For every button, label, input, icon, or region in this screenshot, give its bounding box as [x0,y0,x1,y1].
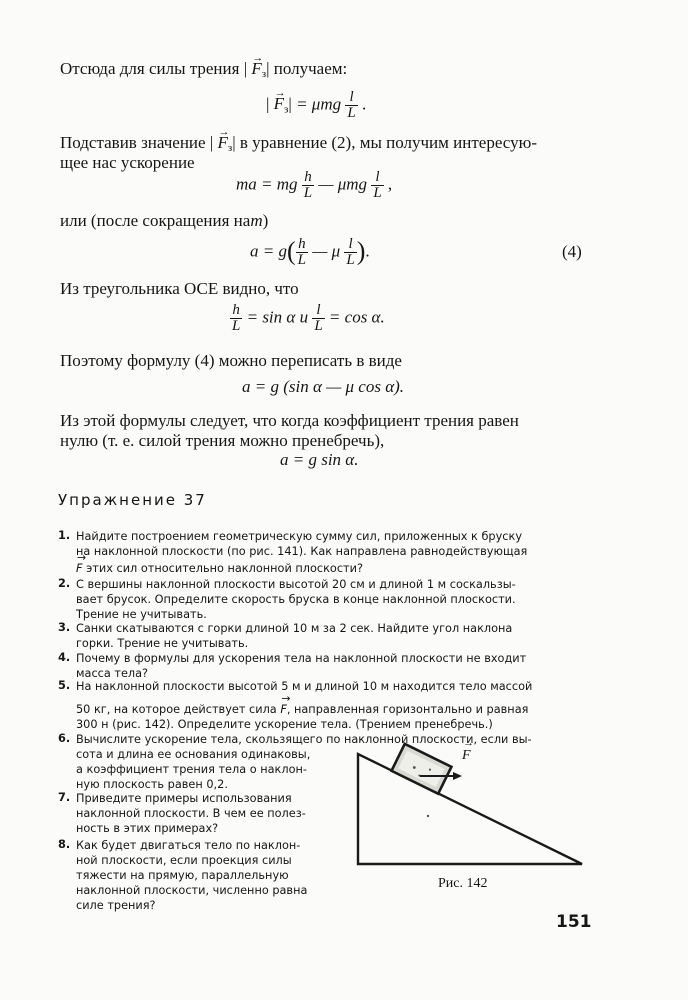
text-triangle: Из треугольника ОСЕ видно, что [60,279,299,298]
fraction-h-over-L [296,237,308,268]
exercise-title: Упражнение 37 [58,491,207,509]
exercise-8-line: Как будет двигаться тело по наклон- [76,839,301,852]
exercise-7-line: ность в этих примерах? [76,822,219,835]
fraction-l-over-L [345,90,357,121]
fraction-l-over-L [344,237,356,268]
formula-friction: | → $F_з| = \mu mg$ $\frac{l}{L}$ . [266,90,366,121]
exercise-5-text: 50 кг, на которое действует сила [76,703,277,716]
exercise-3-line: горки. Трение не учитывать. [76,637,249,650]
formula-a-sin: a = g sin α. [280,450,359,469]
force-label [462,748,471,764]
symbol-m: m [250,211,263,230]
vector-F: → F [462,748,471,764]
subscript-3: з [227,142,233,154]
exercise-1-line: Найдите построением геометрическую сумму сил, приложенных к бруску [76,530,523,543]
vector-F: → F [280,702,287,718]
exercise-8-line: силе трения? [76,899,156,912]
exercise-7-line: Приведите примеры использования [76,792,292,805]
equation-number: (4) [562,242,582,261]
exercise-6-line: а коэффициент трения тела о наклон- [76,763,307,776]
abs-F3: | → $F_з|$ [244,59,270,78]
vector-F: → F [274,93,284,115]
exercise-8-line: тяжести на прямую, параллельную [76,869,289,882]
text-we-get: получаем: [273,59,348,78]
text-acceleration: щее нас ускорение [60,153,195,172]
numerator-h: h [304,169,312,185]
vector-F: → F [218,132,228,154]
exercise-1-line [76,561,363,577]
exercise-5-text: , направленная горизонтально и равная [286,703,529,716]
minus-mu-mg: — μmg [318,174,368,194]
numerator-h: h [232,302,240,318]
exercise-5-line: На наклонной плоскости высотой 5 м и длиной 10 м находится тело массой [76,680,533,693]
formula-a-sin-cos: a = g (sin α — μ cos α). [242,377,405,396]
exercise-2-line: С вершины наклонной плоскости высотой 20 см и длиной 1 м соскальзы- [76,578,516,591]
mu-mg: = μmg [296,94,342,114]
exercise-1-line: на наклонной плоскости (по рис. 141). Как направлена равнодействующая [76,545,528,558]
exercise-7-line: наклонной плоскости. В чем ее полез- [76,807,306,820]
exercise-number: 6. [58,732,71,745]
numerator-l: l [375,169,380,185]
numerator-h: h [298,236,306,252]
exercise-number: 2. [58,577,71,590]
denominator-L: L [314,318,323,334]
exercise-1-text: этих сил относительно наклонной плоскости? [86,562,363,575]
block [392,744,452,794]
exercise-6-line: ную плоскость равен 0,2. [76,778,228,791]
denominator-L: L [232,318,241,334]
numerator-l: l [349,89,354,105]
vector-F: → F [251,58,261,80]
exercise-number: 8. [58,838,71,851]
text-substituting: Подставив значение [60,133,206,152]
exercise-4-line: Почему в формулы для ускорения тела на наклонной плоскости не входит [76,652,527,665]
formula-sin-cos [230,303,385,334]
exercise-number: 5. [58,679,71,692]
page-number: 151 [556,912,592,932]
eq-cos: = cos α. [328,307,385,327]
exercise-2-line: вает брусок. Определите скорость бруска в конце наклонной плоскости. [76,593,516,606]
force-arrow-head [453,772,462,780]
exercise-number: 3. [58,621,71,634]
comma: , [387,174,393,194]
exercise-8-line: наклонной плоскости, численно равна [76,884,308,897]
ma-eq-mg: ma = mg [236,174,298,194]
exercise-5-line: 300 н (рис. 142). Определите ускорение тела. (Трением пренебречь.) [76,718,493,731]
denominator-L: L [346,252,355,268]
text-rewrite: Поэтому формулу (4) можно переписать в виде [60,351,402,370]
text-line-1 [60,58,347,85]
exercise-2-line: Трение не учитывать. [76,608,207,621]
exercise-5-line [76,702,528,718]
subscript-3: з [284,103,289,116]
exercise-number: 1. [58,529,71,542]
fraction-h-over-L [302,170,314,201]
formula-ma [236,170,392,201]
exercise-3-line: Санки скатываются с горки длиной 10 м за 2 сек. Найдите угол наклона [76,622,513,635]
abs-F3-inline: | → $F_з|$ [210,133,236,152]
exercise-number: 7. [58,791,71,804]
text-into-equation: в уравнение (2), мы получим интересую- [239,133,537,152]
speck [427,815,429,817]
text-friction-intro: Отсюда для силы трения [60,59,240,78]
text-zero-friction: нулю (т. е. силой трения можно пренебречь), [60,431,385,450]
denominator-L: L [303,185,313,201]
formula-4: a = g( $\frac{h}{L}$ — μ $\frac{l}{L}$ ). [250,236,370,268]
numerator-l: l [316,302,321,318]
eq-sin-and: = sin α и [246,307,309,327]
denominator-L: L [373,185,382,201]
minus-mu: — μ [312,241,341,261]
fraction-l-over-L [371,170,383,201]
exercise-6-line: Вычислите ускорение тела, скользящего по наклонной плоскости, если вы- [76,733,532,746]
text-line-3 [60,210,268,232]
closing-paren: ) [262,211,269,230]
paren-close: ) [356,236,366,266]
exercise-number: 4. [58,651,71,664]
subscript-3: з [261,68,267,80]
fraction-l-over-L [312,303,324,334]
text-from-formula: Из этой формулы следует, что когда коэффициент трения равен [60,411,519,430]
denominator-L: L [347,105,356,121]
paren-open: ( [286,236,296,266]
exercise-6-line: сота и длина ее основания одинаковы, [76,748,311,761]
denominator-L: L [297,252,306,268]
exercise-4-line: масса тела? [76,667,149,680]
fraction-h-over-L [230,303,242,334]
exercise-8-line: ной плоскости, если проекция силы [76,854,292,867]
numerator-l: l [348,236,353,252]
a-eq-g: a = g [250,241,287,261]
text-after-reduction: или (после сокращения на [60,211,251,230]
figure-caption: Рис. 142 [438,876,488,891]
vector-F: → F [76,561,83,577]
